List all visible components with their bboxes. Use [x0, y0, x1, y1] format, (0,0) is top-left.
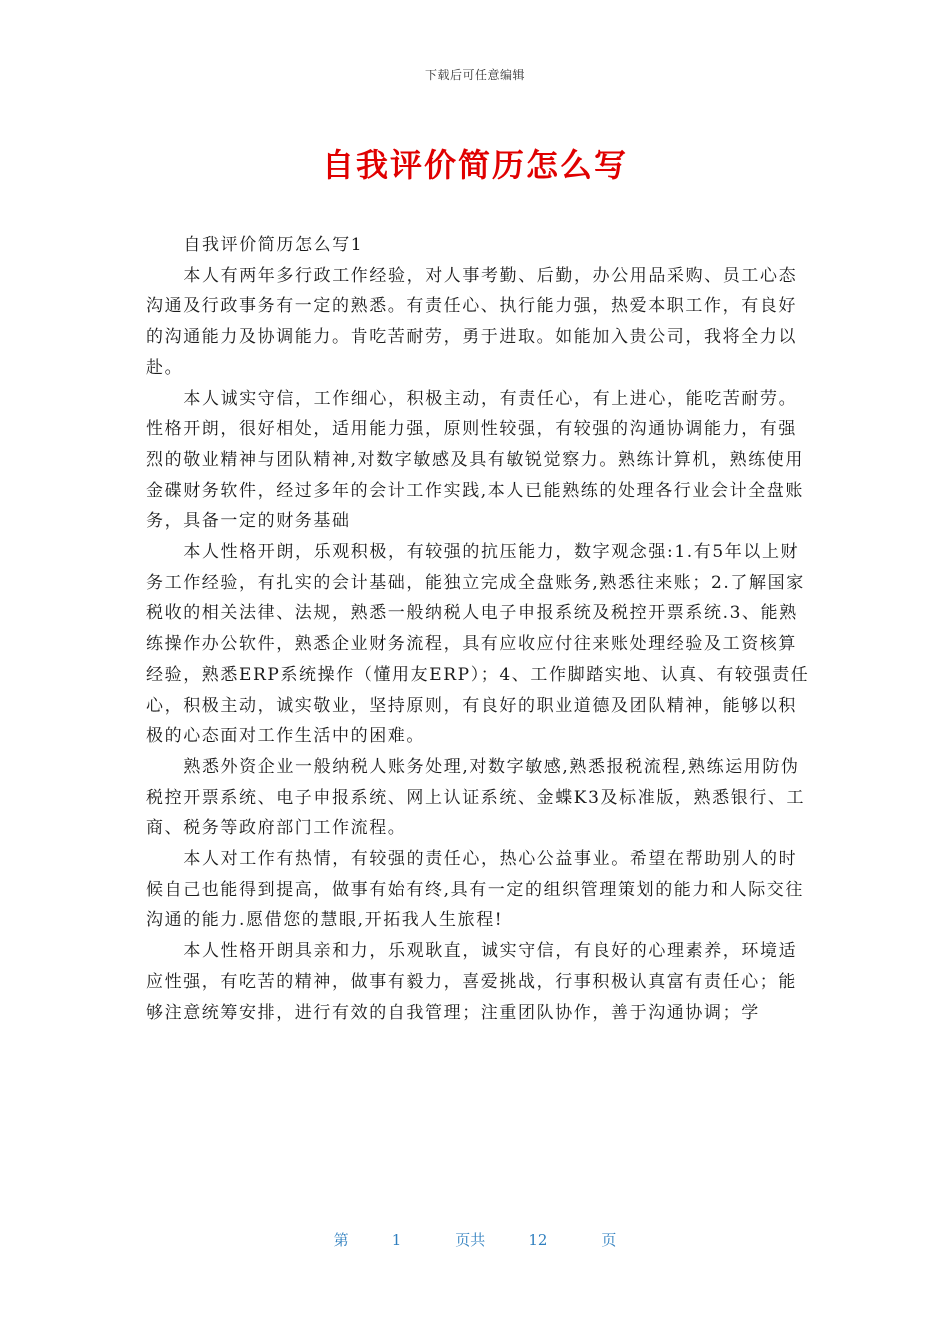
- footer-page-number: 1: [391, 1231, 402, 1249]
- document-body: [146, 230, 810, 1028]
- paragraph: 本人诚实守信，工作细心，积极主动，有责任心，有上进心，能吃苦耐劳。性格开朗，很好相处，适用能力强，原则性较强，有较强的沟通协调能力，有强烈的敬业精神与团队精神,对数字敏感及具有敏锐觉察力。熟练计算机，熟练使用金碟财务软件，经过多年的会计工作实践,本人已能熟练的处理各行业会计全盘账务，具备一定的财务基础: [146, 388, 805, 532]
- page-footer: [0, 1229, 950, 1250]
- header-note: 下载后可任意编辑: [424, 68, 525, 82]
- subheading: 自我评价简历怎么写1: [183, 235, 364, 255]
- paragraph: 本人性格开朗，乐观积极，有较强的抗压能力，数字观念强:1.有5年以上财务工作经验，有扎实的会计基础，能独立完成全盘账务,熟悉往来账；2.了解国家税收的相关法律、法规，熟悉一般纳税人电子申报系统及税控开票系统.3、能熟练操作办公软件，熟悉企业财务流程，具有应收应付往来账处理经验及工资核算经验，熟悉ERP系统操作（懂用友ERP）；4、工作脚踏实地、认真、有较强责任心，积极主动，诚实敬业，坚持原则，有良好的职业道德及团队精神，能够以积极的心态面对工作生活中的困难。: [146, 542, 810, 747]
- footer-middle: 页共: [455, 1231, 486, 1249]
- paragraph: 熟悉外资企业一般纳税人账务处理,对数字敏感,熟悉报税流程,熟练运用防伪税控开票系统、电子申报系统、网上认证系统、金蝶K3及标准版，熟悉银行、工商、税务等政府部门工作流程。: [146, 756, 806, 839]
- footer-total-pages: 12: [528, 1231, 548, 1249]
- paragraph: 本人性格开朗具亲和力，乐观耿直，诚实守信，有良好的心理素养，环境适应性强，有吃苦的精神，做事有毅力，喜爱挑战，行事积极认真富有责任心；能够注意统筹安排，进行有效的自我管理；注重团队协作，善于沟通协调；学: [146, 941, 798, 1023]
- footer-suffix: 页: [601, 1231, 617, 1249]
- paragraph: 本人有两年多行政工作经验，对人事考勤、后勤，办公用品采购、员工心态沟通及行政事务有一定的熟悉。有责任心、执行能力强，热爱本职工作，有良好的沟通能力及协调能力。肯吃苦耐劳，勇于进取。如能加入贵公司，我将全力以赴。: [146, 265, 798, 378]
- footer-prefix: 第: [333, 1231, 349, 1249]
- document-title: 自我评价简历怎么写: [321, 146, 628, 184]
- paragraph: 本人对工作有热情，有较强的责任心，热心公益事业。希望在帮助别人的时候自己也能得到提高，做事有始有终,具有一定的组织管理策划的能力和人际交往沟通的能力.愿借您的慧眼,开拓我人生旅程!: [146, 849, 805, 931]
